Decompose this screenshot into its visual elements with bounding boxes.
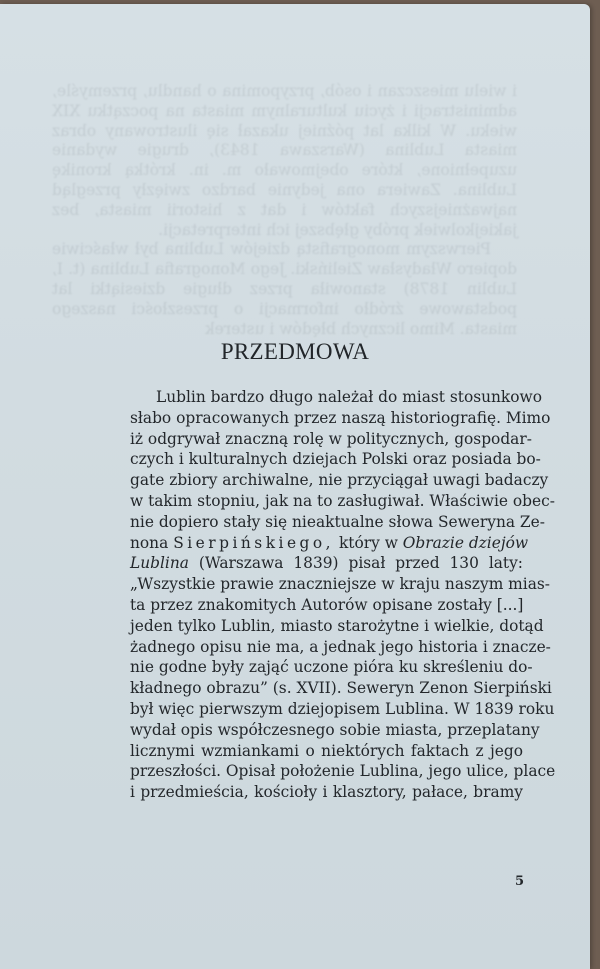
text-line: czych i kulturalnych dziejach Polski oraz posiada bo- xyxy=(130,450,541,469)
text-line: gate zbiory archiwalne, nie przyciągał uwagi badaczy xyxy=(130,471,549,490)
text-line: Lublin bardzo długo należał do miast stosunkowo xyxy=(156,388,542,406)
body-paragraph xyxy=(130,387,556,803)
text-line: żadnego opisu nie ma, a jednak jego historia i znacze- xyxy=(130,637,551,656)
text-line: w takim stopniu, jak na to zasługiwał. Właściwie obec- xyxy=(130,491,555,510)
italic-title: Obrazie dziejów xyxy=(402,533,529,552)
chapter-heading: PRZEDMOWA xyxy=(220,339,370,364)
page-number: 5 xyxy=(515,874,525,889)
text-line: ta przez znakomitych Autorów opisane zostały [...] xyxy=(130,595,524,614)
text-fragment: (Warszawa 1839) pisał przed 130 laty: xyxy=(198,554,523,573)
text-line: licznymi wzmiankami o niektórych faktach z jego xyxy=(130,741,523,760)
text-line: nie dopiero stały się nieaktualne słowa Seweryna Ze- xyxy=(130,512,545,531)
text-line: iż odgrywał znaczną rolę w politycznych, gospodar- xyxy=(130,429,532,448)
text-line: jeden tylko Lublin, miasto starożytne i wielkie, dotąd xyxy=(130,616,544,635)
text-line: był więc pierwszym dziejopisem Lublina. W 1839 roku xyxy=(130,699,555,718)
bleed-paragraph: Pierwszym monografistą dziejów Lublina był właściwie dopiero Władysław Zieliński. Jego Monografia Lublina (t. I, Lublin 1878) stanowiła przez długie dziesiątki lat podstawowe źródło informacji o przeszłości naszego miasta. Mimo licznych błędów i usterek xyxy=(52,240,517,338)
text-line: i przedmieścia, kościoły i klasztory, pałace, bramy xyxy=(130,783,523,802)
italic-title: Lublina xyxy=(130,554,189,573)
text-line: słabo opracowanych przez naszą historiografię. Mimo xyxy=(130,408,551,427)
text-line-mixed xyxy=(130,533,529,554)
book-page xyxy=(0,4,590,969)
text-line: przeszłości. Opisał położenie Lublina, jego ulice, place xyxy=(130,762,556,781)
text-line: kładnego obrazu” (s. XVII). Seweryn Zenon Sierpiński xyxy=(130,679,552,698)
text-line: nie godne były zająć uczone pióra ku skreśleniu do- xyxy=(130,658,533,677)
text-line: wydał opis współczesnego sobie miasta, przeplatany xyxy=(130,720,540,739)
bleed-paragraph: i wielu mieszczan i osób, przypomina o handlu, przemyśle, administracji i życiu kulturalnym miasta na początku XIX wieku. W kilka lat później ukazał się ilustrowany obraz miasta Lublina (Warszawa 1843), drugie wydanie uzupełnione, które obejmowało m. in. krótką kronikę Lublina. Zawiera ona jedynie bardzo zwięzły przegląd najważniejszych faktów i dat z historii miasta, bez jakiejkolwiek próby głębszej ich interpretacji. xyxy=(52,82,517,239)
spaced-name: Sierpińskiego, xyxy=(173,533,335,552)
bleed-through-text xyxy=(52,82,517,339)
text-line-mixed xyxy=(130,553,523,574)
text-fragment: który w xyxy=(338,533,398,552)
text-fragment: nona xyxy=(130,533,169,552)
text-line: „Wszystkie prawie znaczniejsze w kraju naszym mias- xyxy=(130,575,550,594)
